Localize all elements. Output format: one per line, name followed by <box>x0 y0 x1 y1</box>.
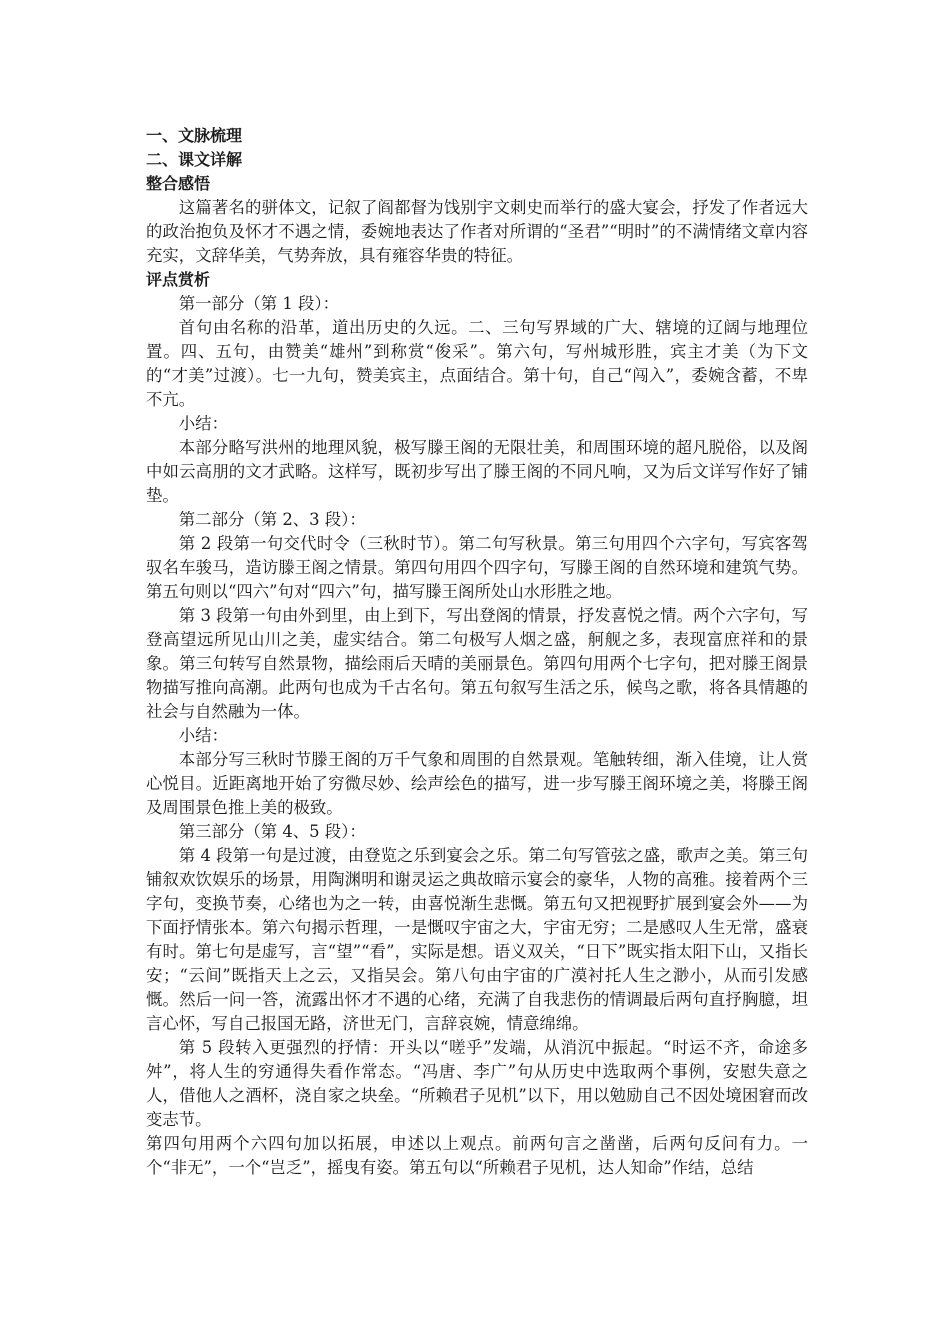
part3-paragraph-4: 第 4 段第一句是过渡，由登览之乐到宴会之乐。第二句写管弦之盛，歌声之美。第三句铺叙欢饮娱乐的场景，用陶渊明和谢灵运之典故暗示宴会的豪华，人物的高雅。接着两个三字句，变换节奏，心绪也为之一转，由喜悦渐生悲慨。第五句又把视野扩展到宴会外——为下面抒情张本。第六句揭示哲理，一是慨叹宇宙之大，宇宙无穷；二是感叹人生无常，盛衰有时。第七句是虚写，言“望”“看”，实际是想。语义双关，“日下”既实指太阳下山，又指长安；“云间”既指天上之云，又指吴会。第八句由宇宙的广漠衬托人生之渺小，从而引发感慨。然后一问一答，流露出怀才不遇的心绪，充满了自我悲伤的情调最后两句直抒胸臆，坦言心怀，写自己报国无路，济世无门，言辞哀婉，情意绵绵。 <box>146 846 808 1033</box>
part2-title: 第二部分（第 2、3 段）： <box>178 510 366 529</box>
heading-outline: 一、文脉梳理 <box>146 126 243 145</box>
part2-summary: 本部分写三秋时节滕王阁的万千气象和周围的自然景观。笔触转细，渐入佳境，让人赏心悦目。近距离地开始了穷微尽妙、绘声绘色的描写，进一步写滕王阁环境之美，将滕王阁及周围景色推上美的极致。 <box>146 750 808 817</box>
heading-overview: 整合感悟 <box>146 174 211 193</box>
part1-body: 首句由名称的沿革，道出历史的久远。二、三句写界域的广大、辖境的辽阔与地理位置。四、五句，由赞美“雄州”到称赏“俊采”。第六句，写州城形胜，宾主才美（为下文的“才美”过渡）。七一九句，赞美宾主，点面结合。第十句，自己“闯入”，委婉含蓄，不卑不亢。 <box>146 318 808 409</box>
overview-paragraph: 这篇著名的骈体文，记叙了阎都督为饯别宇文刺史而举行的盛大宴会，抒发了作者远大的政治抱负及怀才不遇之情，委婉地表达了作者对所谓的“圣君”“明时”的不满情绪文章内容充实，文辞华美，气势奔放，具有雍容华贵的特征。 <box>146 198 808 265</box>
heading-explanation: 二、课文详解 <box>146 150 243 169</box>
document-page <box>146 124 808 1180</box>
part3-paragraph-5: 第 5 段转入更强烈的抒情：开头以“嗟乎”发端，从消沉中振起。“时运不齐，命途多舛”，将人生的穷通得失看作常态。“冯唐、李广”句从历史中选取两个事例，安慰失意之人，借他人之酒杯，浇自家之块垒。“所赖君子见机”以下，用以勉励自己不因处境困窘而改变志节。 <box>146 1038 808 1129</box>
part2-paragraph-2: 第 2 段第一句交代时令（三秋时节）。第二句写秋景。第三句用四个六字句，写宾客驾驭名车骏马，造访滕王阁之情景。第四句用四个四字句，写滕王阁的自然环境和建筑气势。第五句则以“四六”句对“四六”句，描写滕王阁所处山水形胜之地。 <box>146 534 808 601</box>
heading-commentary: 评点赏析 <box>146 270 211 289</box>
part1-title: 第一部分（第 1 段）： <box>178 294 339 313</box>
part1-summary: 本部分略写洪州的地理风貌，极写滕王阁的无限壮美，和周围环境的超凡脱俗，以及阁中如云高朋的文才武略。这样写，既初步写出了滕王阁的不同凡响，又为后文详写作好了铺垫。 <box>146 438 808 505</box>
part3-title: 第三部分（第 4、5 段）： <box>178 822 366 841</box>
part1-summary-label: 小结： <box>178 414 228 433</box>
part3-paragraph-6: 第四句用两个六四句加以拓展，申述以上观点。前两句言之凿凿，后两句反问有力。一个“非无”，一个“岂乏”，摇曳有姿。第五句以“所赖君子见机，达人知命”作结，总结 <box>146 1134 808 1177</box>
part2-paragraph-3: 第 3 段第一句由外到里，由上到下，写出登阁的情景，抒发喜悦之情。两个六字句，写登高望远所见山川之美，虚实结合。第二句极写人烟之盛，舸舰之多，表现富庶祥和的景象。第三句转写自然景物，描绘雨后天晴的美丽景色。第四句用两个七字句，把对滕王阁景物描写推向高潮。此两句也成为千古名句。第五句叙写生活之乐，候鸟之歌，将各具情趣的社会与自然融为一体。 <box>146 606 808 721</box>
part2-summary-label: 小结： <box>178 726 228 745</box>
